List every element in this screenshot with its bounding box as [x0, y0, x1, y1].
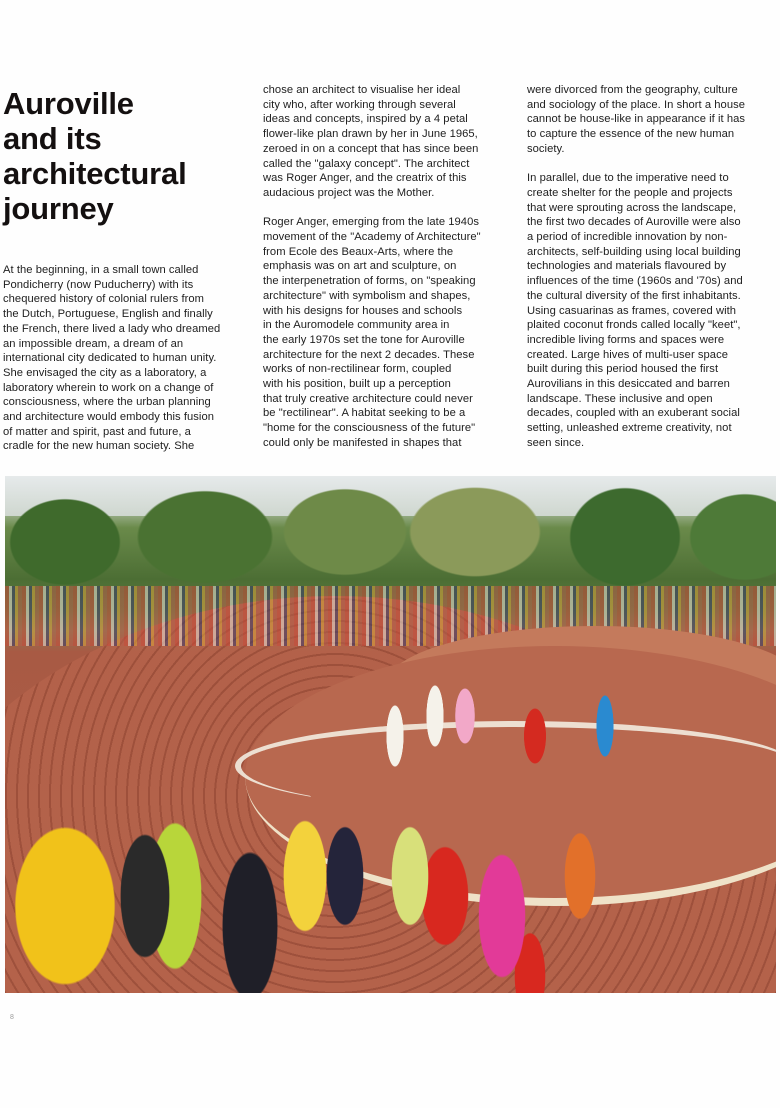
text-line: architecture" with symbolism and shapes,: [263, 289, 471, 302]
photo-crowd-foreground: [5, 726, 625, 993]
text-line: flower-like plan drawn by her in June 1965,: [263, 128, 478, 141]
article-title: [3, 86, 243, 226]
title-line: architectural: [3, 156, 187, 191]
text-line: audacious project was the Mother.: [263, 186, 435, 199]
text-line: cannot be house-like in appearance if it has: [527, 113, 746, 126]
text-line: international city dedicated to human unity.: [3, 352, 217, 365]
text-line: the early 1970s set the tone for Auroville: [263, 333, 465, 346]
text-line: influences of the time (1960s and '70s) and: [527, 275, 743, 288]
text-line: consciousness, where the urban planning: [3, 396, 211, 409]
text-line: chequered history of colonial rulers from: [3, 293, 205, 306]
text-line: be "rectilinear". A habitat seeking to be a: [263, 407, 466, 420]
text-line: to capture the essence of the new human: [527, 128, 735, 141]
text-column-3: [527, 83, 777, 465]
page-number: 8: [10, 1014, 14, 1021]
text-line: the Dutch, Portuguese, English and finally: [3, 308, 213, 321]
text-line: and sociology of the place. In short a house: [527, 98, 746, 111]
text-line: Pondicherry (now Puducherry) with its: [3, 278, 194, 291]
text-line: the cultural diversity of the first inhabitants.: [527, 289, 741, 302]
text-line: the French, there lived a lady who dreamed: [3, 322, 221, 335]
text-line: was Roger Anger, and the creatrix of this: [263, 172, 467, 185]
paragraph: [527, 171, 777, 450]
title-line: journey: [3, 191, 114, 226]
text-line: Using casuarinas as frames, covered with: [527, 304, 737, 317]
text-line: At the beginning, in a small town called: [3, 264, 199, 276]
title-line: and its: [3, 121, 102, 156]
text-line: emphasis was on art and sculpture, on: [263, 260, 457, 273]
text-line: with his designs for houses and schools: [263, 304, 463, 317]
text-line: seen since.: [527, 436, 585, 449]
text-line: the first two decades of Auroville were also: [527, 216, 741, 229]
paragraph: [3, 263, 248, 454]
text-line: zeroed in on a concept that has since been: [263, 142, 479, 155]
text-line: Roger Anger, emerging from the late 1940s: [263, 216, 479, 229]
text-line: plaited coconut fronds called locally "keet",: [527, 319, 741, 332]
text-column-2: [263, 83, 518, 465]
text-line: with his position, built up a perception: [263, 378, 451, 391]
text-line: create shelter for the people and projects: [527, 186, 733, 199]
text-line: Aurovilians in this desiccated and barren: [527, 378, 730, 391]
paragraph: [263, 83, 518, 201]
text-line: She envisaged the city as a laboratory, a: [3, 366, 207, 379]
paragraph: [527, 83, 777, 157]
text-line: technologies and materials flavoured by: [527, 260, 727, 273]
text-line: decades, coupled with an exuberant social: [527, 407, 740, 420]
text-line: built during this period housed the first: [527, 363, 719, 376]
text-line: setting, unleashed extreme creativity, not: [527, 422, 732, 435]
text-line: in the Auromodele community area in: [263, 319, 450, 332]
text-line: incredible living forms and spaces were: [527, 333, 725, 346]
text-line: chose an architect to visualise her ideal: [263, 84, 461, 96]
text-line: landscape. These inclusive and open: [527, 392, 713, 405]
paragraph: [263, 215, 518, 450]
text-line: the interpenetration of forms, on "speaking: [263, 275, 476, 288]
text-line: of matter and spirit, past and future, a: [3, 425, 191, 438]
text-line: that were sprouting across the landscape,: [527, 201, 737, 214]
text-line: In parallel, due to the imperative need to: [527, 172, 729, 185]
amphitheatre-crowd-photo: [5, 476, 776, 993]
text-line: cradle for the new human society. She: [3, 440, 195, 453]
text-line: from Ecole des Beaux-Arts, where the: [263, 245, 454, 258]
text-line: "home for the consciousness of the future": [263, 422, 476, 435]
text-line: movement of the "Academy of Architecture": [263, 231, 481, 244]
text-line: a period of incredible innovation by non-: [527, 231, 728, 244]
text-line: architecture for the next 2 decades. These: [263, 348, 475, 361]
text-line: city who, after working through several: [263, 98, 456, 111]
text-line: and architecture would embody this fusion: [3, 411, 215, 424]
text-line: works of non-rectilinear form, coupled: [263, 363, 452, 376]
text-line: that truly creative architecture could never: [263, 392, 473, 405]
text-line: an impossible dream, a dream of an: [3, 337, 184, 350]
text-column-1: [3, 263, 248, 469]
title-line: Auroville: [3, 86, 134, 121]
text-line: laboratory wherein to work on a change of: [3, 381, 214, 394]
text-line: could only be manifested in shapes that: [263, 436, 462, 449]
text-line: created. Large hives of multi-user space: [527, 348, 728, 361]
text-line: were divorced from the geography, culture: [527, 84, 738, 96]
text-line: ideas and concepts, inspired by a 4 petal: [263, 113, 468, 126]
text-line: society.: [527, 142, 565, 155]
text-line: called the "galaxy concept". The architect: [263, 157, 470, 170]
text-line: architects, self-building using local building: [527, 245, 741, 258]
